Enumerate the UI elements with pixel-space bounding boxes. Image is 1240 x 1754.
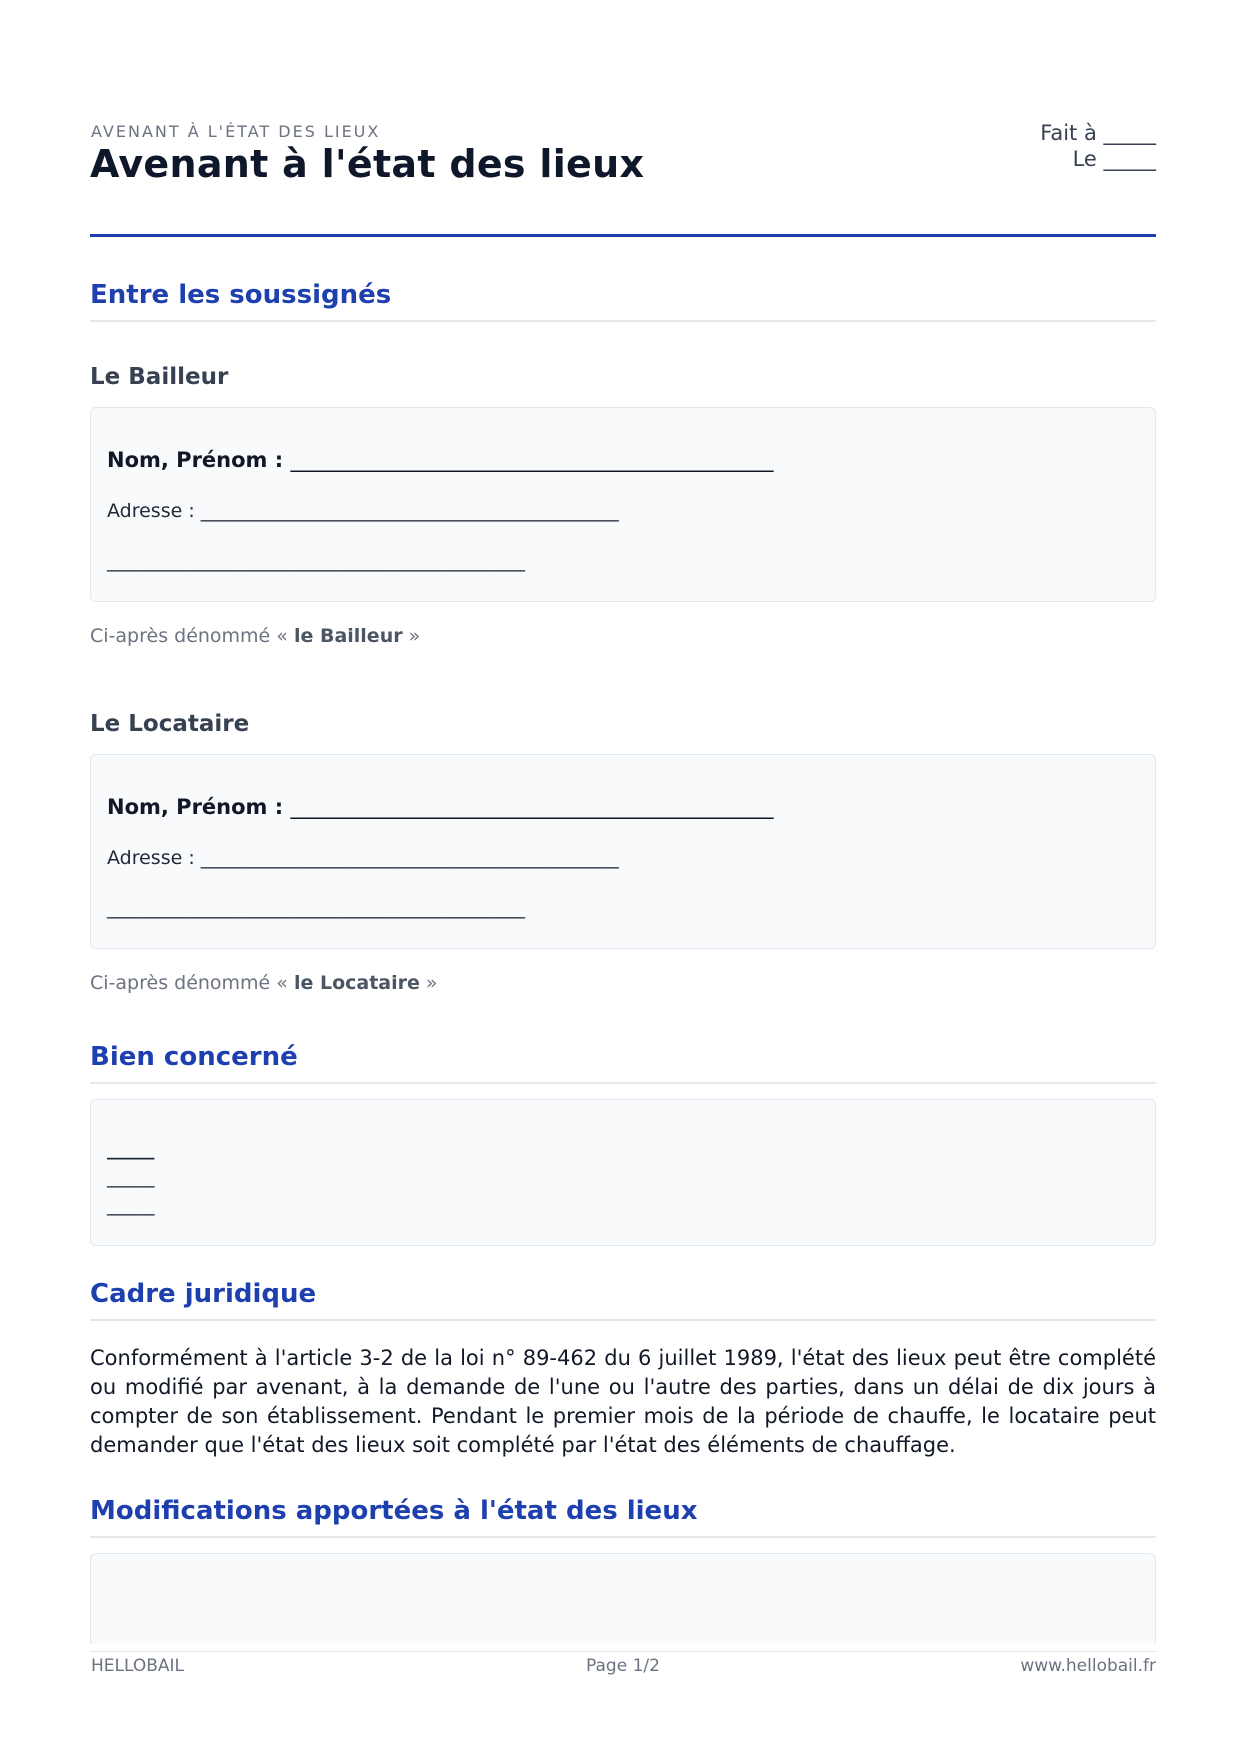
- bailleur-box: [90, 407, 1156, 602]
- property-line-3[interactable]: _____: [107, 1194, 155, 1216]
- section-title-modifications: Modifications apportées à l'état des lieux: [90, 1496, 698, 1526]
- locataire-designation: Ci-après dénommé « le Locataire »: [90, 972, 438, 994]
- bailleur-address-blank[interactable]: ____________________________________________: [200, 500, 619, 522]
- locataire-title: Le Locataire: [90, 711, 250, 737]
- section-title-property: Bien concerné: [90, 1042, 298, 1072]
- footer-page-number: Page 1/2: [586, 1656, 660, 1676]
- document-kicker: AVENANT À L'ÉTAT DES LIEUX: [91, 122, 381, 141]
- bailleur-address-row[interactable]: [107, 500, 619, 522]
- property-line-1[interactable]: _____: [107, 1138, 155, 1160]
- bailleur-name-blank[interactable]: ______________________________________________: [290, 448, 774, 472]
- bailleur-designation: Ci-après dénommé « le Bailleur »: [90, 625, 421, 647]
- property-box: [90, 1099, 1156, 1246]
- section-divider: [90, 1319, 1156, 1321]
- locataire-address-row[interactable]: [107, 847, 619, 869]
- made-at-field[interactable]: Fait à _____: [1040, 121, 1156, 145]
- header-divider: [90, 234, 1156, 237]
- page-footer: [90, 1656, 1156, 1686]
- locataire-address-label: Adresse :: [107, 847, 201, 869]
- locataire-address-line2[interactable]: ____________________________________________: [107, 897, 525, 919]
- footer-url[interactable]: www.hellobail.fr: [1020, 1656, 1156, 1676]
- property-line-2[interactable]: _____: [107, 1166, 155, 1188]
- section-divider: [90, 1536, 1156, 1538]
- footer-brand: HELLOBAIL: [91, 1656, 185, 1676]
- bailleur-name-label: Nom, Prénom :: [107, 448, 291, 472]
- bailleur-name-row[interactable]: [107, 448, 773, 472]
- locataire-name-blank[interactable]: ______________________________________________: [290, 795, 774, 819]
- section-title-parties: Entre les soussignés: [90, 280, 392, 310]
- date-field[interactable]: Le _____: [1072, 147, 1156, 171]
- locataire-address-blank[interactable]: ____________________________________________: [200, 847, 619, 869]
- section-divider: [90, 1082, 1156, 1084]
- locataire-box: [90, 754, 1156, 949]
- footer-divider: [90, 1651, 1156, 1652]
- section-divider: [90, 320, 1156, 322]
- modifications-box[interactable]: [90, 1553, 1156, 1644]
- document-page: [90, 0, 1156, 1754]
- bailleur-title: Le Bailleur: [90, 364, 229, 390]
- section-title-legal: Cadre juridique: [90, 1279, 317, 1309]
- locataire-name-row[interactable]: [107, 795, 773, 819]
- document-title: Avenant à l'état des lieux: [90, 142, 645, 186]
- bailleur-address-label: Adresse :: [107, 500, 201, 522]
- locataire-name-label: Nom, Prénom :: [107, 795, 291, 819]
- document-header: [90, 118, 1156, 238]
- legal-paragraph: Conformément à l'article 3-2 de la loi n° 89-462 du 6 juillet 1989, l'état des lieux peut être complété ou modifié par avenant, à la demande de l'une ou l'autre des parties, dans un délai de dix jours à compter de son établissement. Pendant le premier mois de la période de chauffe, le locataire peut demander que l'état des lieux soit complété par l'état des éléments de chauffage.: [90, 1346, 1156, 1457]
- bailleur-address-line2[interactable]: ____________________________________________: [107, 550, 525, 572]
- document-meta: [1040, 120, 1156, 172]
